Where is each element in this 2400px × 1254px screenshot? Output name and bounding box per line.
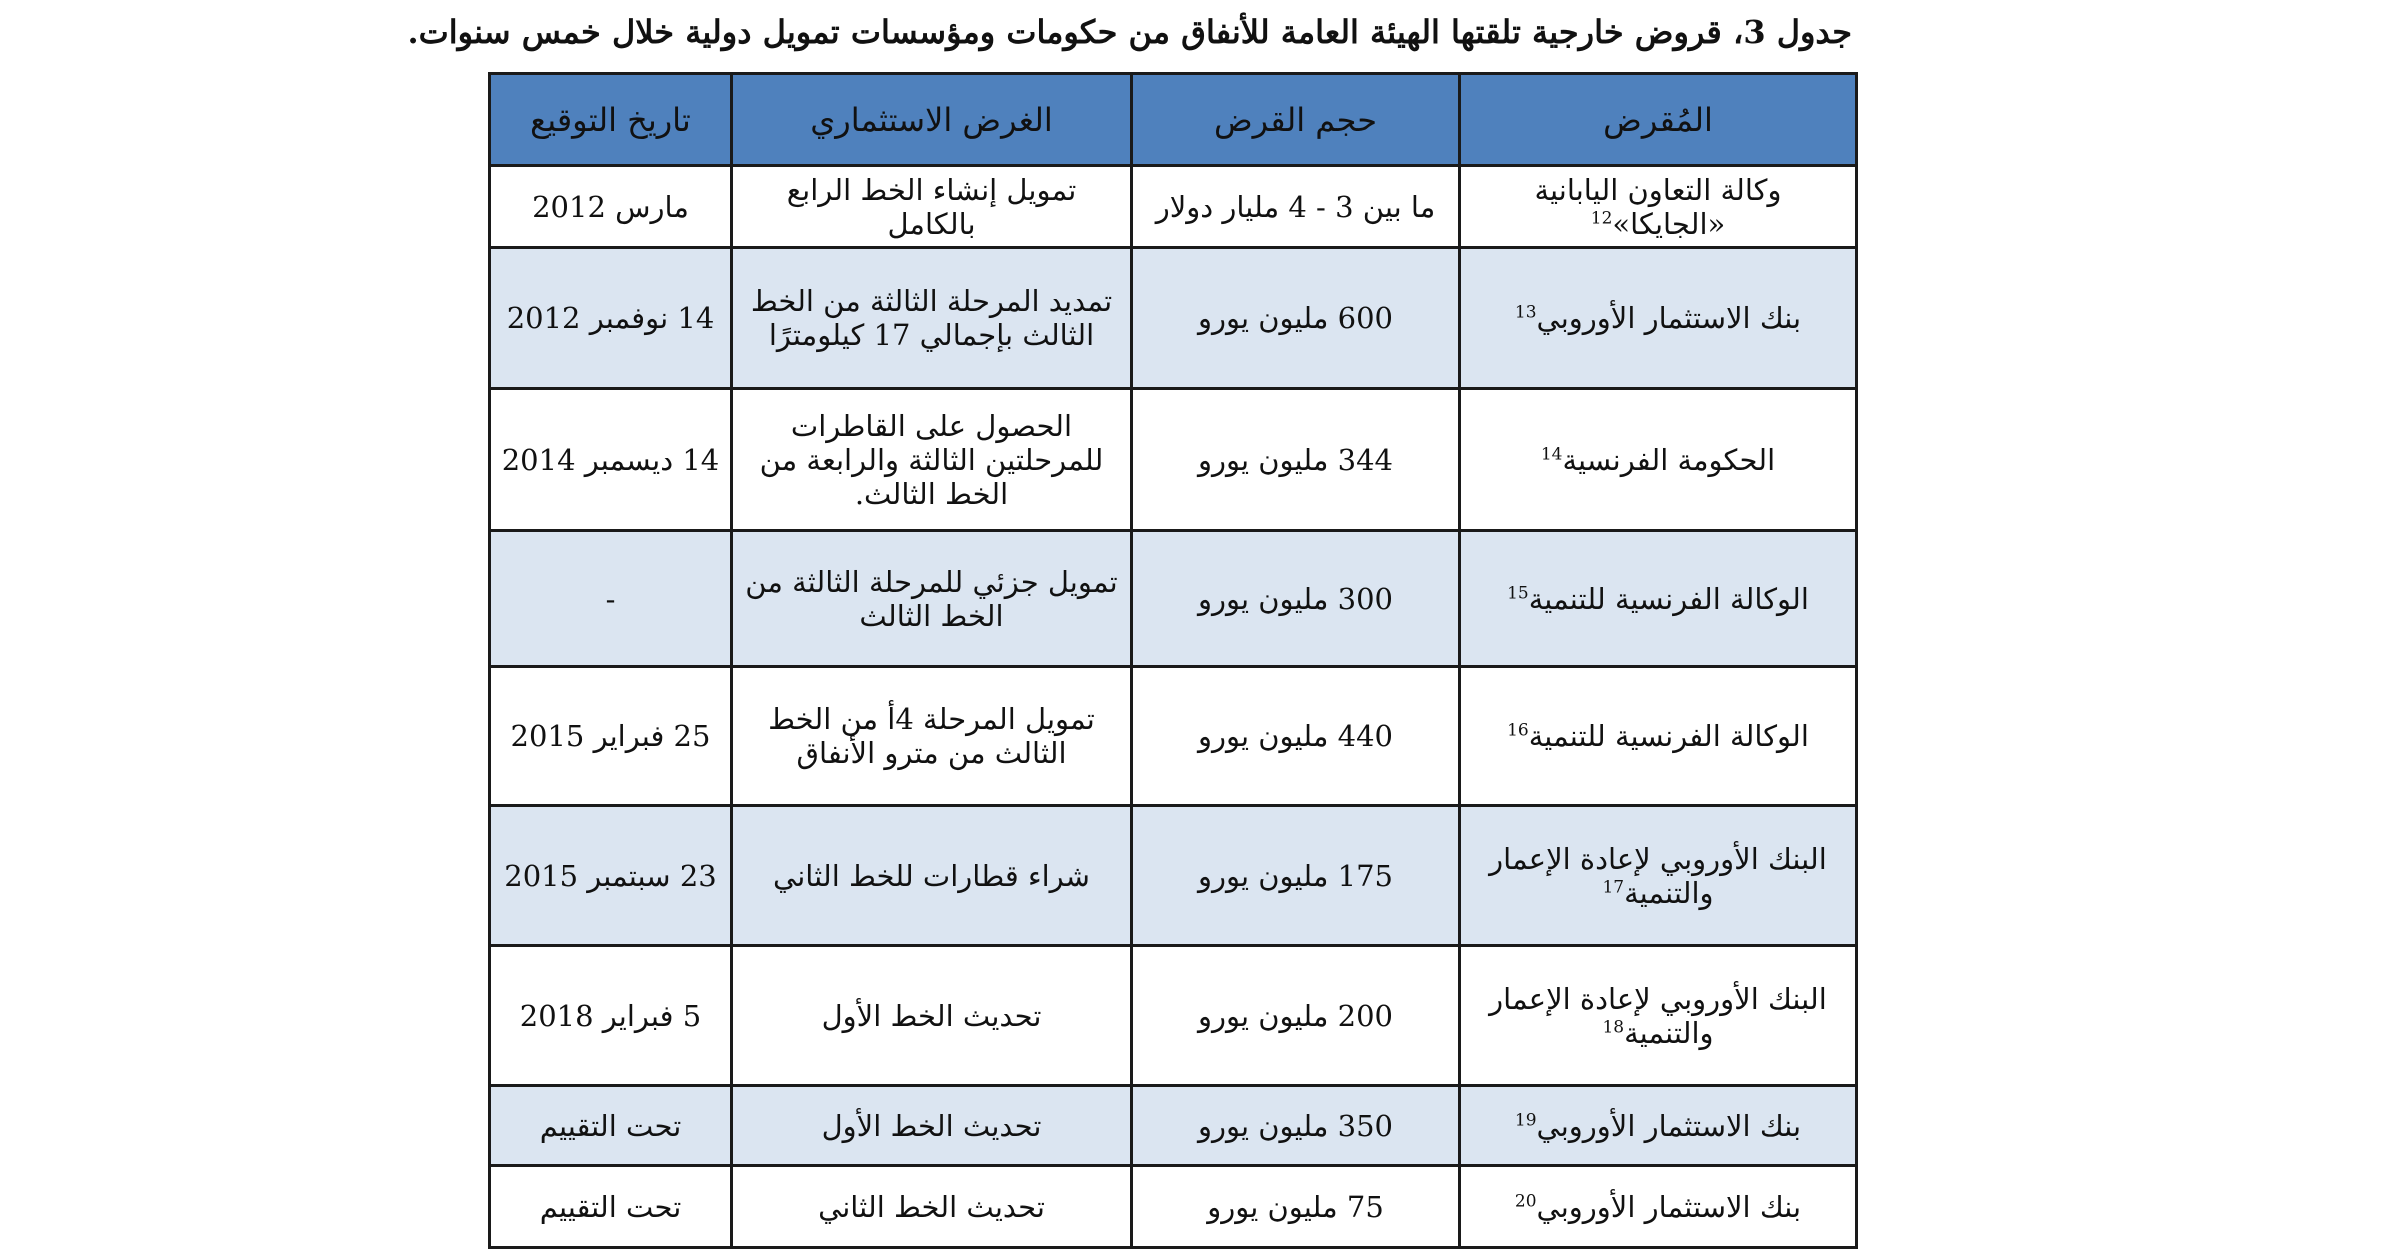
cell-signing-date: مارس 2012 (490, 166, 732, 248)
cell-purpose: تحديث الخط الأول (732, 946, 1132, 1086)
cell-lender: الوكالة الفرنسية للتنمية$^{16}$ (1460, 667, 1857, 806)
footnote-ref: 13 (1514, 302, 1537, 323)
cell-loan-size: 344 مليون يورو (1132, 389, 1460, 531)
cell-lender: البنك الأوروبي لإعادة الإعمار والتنمية$^{17}$ (1460, 806, 1857, 946)
cell-loan-size: 75 مليون يورو (1132, 1166, 1460, 1248)
cell-signing-date: - (490, 531, 732, 667)
cell-lender: الوكالة الفرنسية للتنمية$^{15}$ (1460, 531, 1857, 667)
table-row (490, 667, 1857, 806)
cell-signing-date: 5 فبراير 2018 (490, 946, 732, 1086)
cell-purpose: شراء قطارات للخط الثاني (732, 806, 1132, 946)
cell-lender: بنك الاستثمار الأوروبي$^{19}$ (1460, 1086, 1857, 1166)
cell-signing-date: 23 سبتمبر 2015 (490, 806, 732, 946)
table-row (490, 531, 1857, 667)
cell-loan-size: 600 مليون يورو (1132, 248, 1460, 389)
cell-signing-date: 14 نوفمبر 2012 (490, 248, 732, 389)
table-row (490, 1086, 1857, 1166)
cell-loan-size: 300 مليون يورو (1132, 531, 1460, 667)
table-row (490, 248, 1857, 389)
cell-lender: بنك الاستثمار الأوروبي$^{13}$ (1460, 248, 1857, 389)
header-row (490, 74, 1857, 166)
cell-purpose: تمويل جزئي للمرحلة الثالثة من الخط الثالث (732, 531, 1132, 667)
footnote-ref: 18 (1602, 1016, 1625, 1037)
cell-purpose: تحديث الخط الأول (732, 1086, 1132, 1166)
cell-purpose: الحصول على القاطرات للمرحلتين الثالثة والرابعة من الخط الثالث. (732, 389, 1132, 531)
cell-loan-size: 200 مليون يورو (1132, 946, 1460, 1086)
footnote-ref: 19 (1514, 1109, 1537, 1130)
cell-lender: وكالة التعاون اليابانية «الجايكا»$^{12}$ (1460, 166, 1857, 248)
footnote-ref: 14 (1540, 443, 1563, 464)
cell-loan-size: 350 مليون يورو (1132, 1086, 1460, 1166)
cell-lender: البنك الأوروبي لإعادة الإعمار والتنمية$^{18}$ (1460, 946, 1857, 1086)
footnote-ref: 20 (1514, 1190, 1537, 1211)
table-caption: جدول 3، قروض خارجية تلقتها الهيئة العامة للأنفاق من حكومات ومؤسسات تمويل دولية خلال خمس سنوات. (407, 13, 1852, 51)
footnote-ref: 16 (1507, 720, 1529, 741)
cell-purpose: تمديد المرحلة الثالثة من الخط الثالث بإجمالي 17 كيلومترًا (732, 248, 1132, 389)
cell-signing-date: 14 ديسمبر 2014 (490, 389, 732, 531)
table-row (490, 806, 1857, 946)
cell-purpose: تمويل المرحلة 4أ من الخط الثالث من مترو الأنفاق (732, 667, 1132, 806)
cell-lender: بنك الاستثمار الأوروبي$^{20}$ (1460, 1166, 1857, 1248)
cell-loan-size: 175 مليون يورو (1132, 806, 1460, 946)
header-signing-date: تاريخ التوقيع (490, 74, 732, 166)
footnote-ref: 17 (1602, 876, 1625, 897)
cell-loan-size: 440 مليون يورو (1132, 667, 1460, 806)
cell-lender: الحكومة الفرنسية$^{14}$ (1460, 389, 1857, 531)
footnote-ref: 12 (1590, 207, 1613, 228)
table-row (490, 166, 1857, 248)
table-row (490, 946, 1857, 1086)
cell-loan-size: ما بين 3 - 4 مليار دولار (1132, 166, 1460, 248)
loans-table (488, 72, 1858, 1249)
cell-signing-date: تحت التقييم (490, 1166, 732, 1248)
cell-purpose: تمويل إنشاء الخط الرابع بالكامل (732, 166, 1132, 248)
cell-signing-date: تحت التقييم (490, 1086, 732, 1166)
header-purpose: الغرض الاستثماري (732, 74, 1132, 166)
footnote-ref: 15 (1507, 582, 1529, 603)
table-row (490, 389, 1857, 531)
header-lender: المُقرض (1460, 74, 1857, 166)
table-row (490, 1166, 1857, 1248)
cell-signing-date: 25 فبراير 2015 (490, 667, 732, 806)
cell-purpose: تحديث الخط الثاني (732, 1166, 1132, 1248)
header-loan-size: حجم القرض (1132, 74, 1460, 166)
